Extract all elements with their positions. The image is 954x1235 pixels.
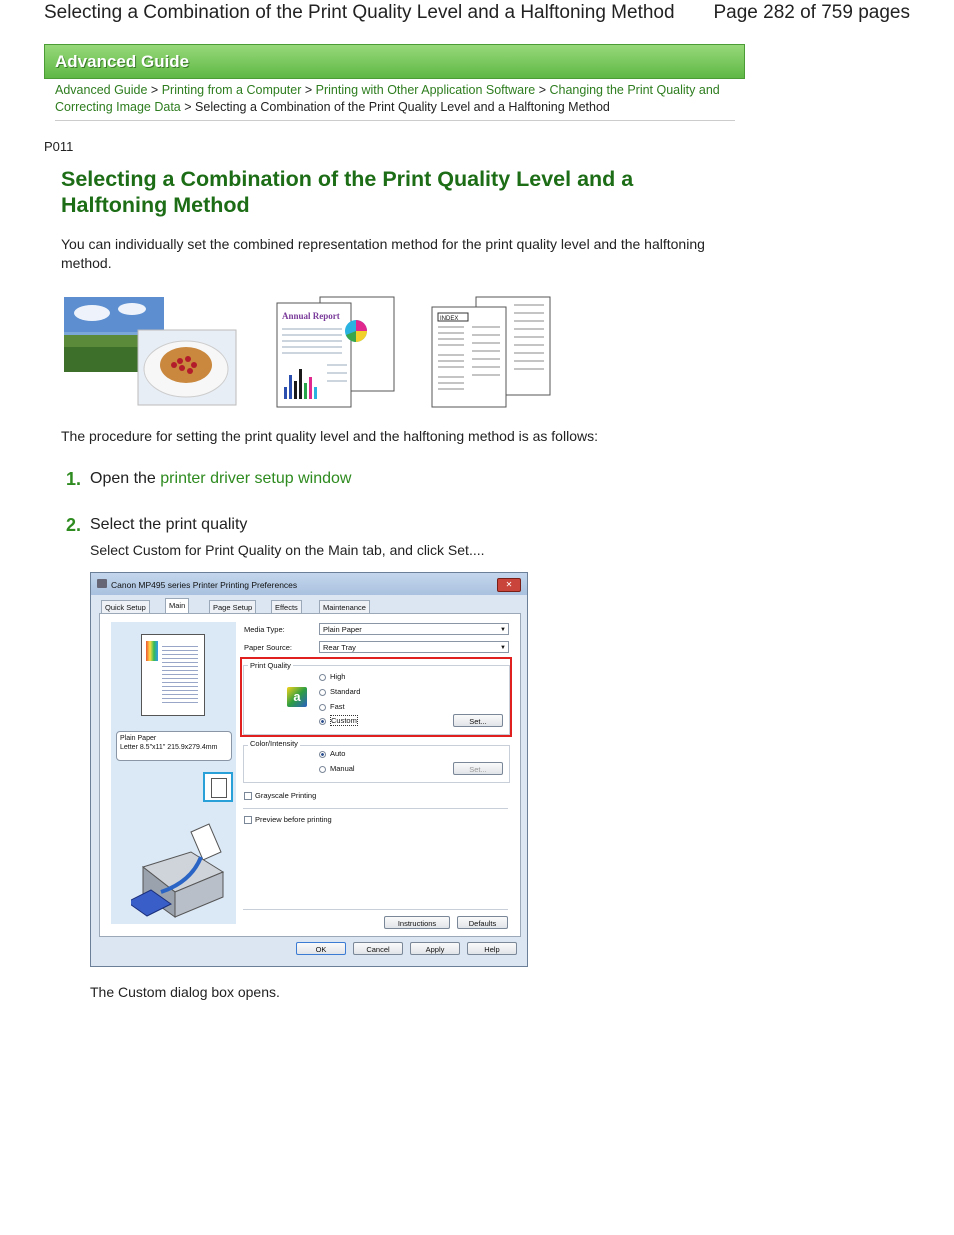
preview-checkbox[interactable] <box>244 815 332 824</box>
color-intensity-label: Color/Intensity <box>250 739 298 748</box>
step-2-detail: Select Custom for Print Quality on the Main tab, and click Set.... <box>90 542 485 558</box>
quality-custom-label: Custom <box>331 716 357 725</box>
banner-label: Advanced Guide <box>55 52 190 71</box>
color-bar-icon <box>146 641 158 661</box>
breadcrumb-separator: > <box>184 100 192 114</box>
close-button[interactable]: ✕ <box>497 578 521 592</box>
breadcrumb-current: Selecting a Combination of the Print Quality Level and a Halftoning Method <box>195 100 610 114</box>
text-lines <box>162 643 198 705</box>
quality-set-button[interactable]: Set... <box>453 714 503 727</box>
procedure-intro: The procedure for setting the print quality level and the halftoning method is as follows: <box>61 428 598 444</box>
defaults-button[interactable]: Defaults <box>457 916 508 929</box>
breadcrumb <box>55 82 735 116</box>
breadcrumb-separator: > <box>538 83 546 97</box>
after-dialog-text: The Custom dialog box opens. <box>90 984 280 1000</box>
media-type-label: Media Type: <box>244 625 285 634</box>
annual-report-document-image <box>277 297 394 407</box>
breadcrumb-separator: > <box>304 83 313 97</box>
printer-illustration-icon <box>131 822 231 922</box>
divider <box>243 808 508 809</box>
paper-info-box <box>116 731 232 761</box>
paper-source-select[interactable] <box>319 641 509 653</box>
page-header-title: Selecting a Combination of the Print Quality Level and a Halftoning Method <box>44 2 675 23</box>
color-auto-label: Auto <box>330 749 346 758</box>
apply-button[interactable]: Apply <box>410 942 460 955</box>
photo-sample-image <box>64 297 236 405</box>
dialog-titlebar <box>91 573 527 595</box>
orientation-icon <box>203 772 233 802</box>
print-quality-label: Print Quality <box>250 661 291 670</box>
grayscale-label: Grayscale Printing <box>255 791 317 800</box>
paper-source-value: Rear Tray <box>323 643 356 652</box>
dialog-title: Canon MP495 series Printer Printing Preferences <box>111 580 298 590</box>
printing-preferences-dialog <box>90 572 528 967</box>
media-type-value: Plain Paper <box>323 625 362 634</box>
breadcrumb-link-changing-print-quality[interactable]: Changing the Print Quality and Correcting Image Data <box>55 83 720 114</box>
quality-standard-label: Standard <box>330 687 361 696</box>
paper-info-media: Plain Paper <box>120 735 157 742</box>
paper-source-label: Paper Source: <box>244 643 292 652</box>
index-document-image <box>432 297 550 407</box>
breadcrumb-link-printing-from-computer[interactable]: Printing from a Computer <box>161 83 302 97</box>
chevron-down-icon: ▼ <box>500 627 506 633</box>
chevron-down-icon: ▼ <box>500 645 506 651</box>
print-quality-highlight <box>240 657 512 737</box>
step-1-text <box>90 470 351 488</box>
step-1-label: Open the <box>90 470 161 487</box>
index-label: INDEX <box>440 316 459 322</box>
annual-report-label: Annual Report <box>282 311 340 321</box>
color-manual-label: Manual <box>330 764 355 773</box>
tab-page-setup-label: Page Setup <box>213 603 253 612</box>
page-preview <box>141 634 205 716</box>
advanced-guide-banner <box>44 44 745 79</box>
preview-label: Preview before printing <box>255 815 332 824</box>
paper-info-size: Letter 8.5"x11" 215.9x279.4mm <box>120 744 218 751</box>
grayscale-checkbox[interactable] <box>244 791 316 800</box>
preview-pane <box>111 622 236 924</box>
divider <box>243 909 508 910</box>
printer-icon <box>97 579 107 588</box>
tab-quick-setup-label: Quick Setup <box>105 603 146 612</box>
print-quality-icon: a <box>287 687 307 707</box>
tab-effects-label: Effects <box>275 603 298 612</box>
color-manual-radio[interactable] <box>319 764 355 773</box>
page-number: Page 282 of 759 pages <box>713 2 910 23</box>
printer-driver-setup-link[interactable]: printer driver setup window <box>160 470 352 487</box>
breadcrumb-separator: > <box>150 83 159 97</box>
divider <box>55 120 735 121</box>
sample-illustrations <box>62 295 552 410</box>
ok-button[interactable]: OK <box>296 942 346 955</box>
color-auto-radio[interactable] <box>319 749 345 758</box>
quality-high-label: High <box>330 672 346 681</box>
media-type-select[interactable] <box>319 623 509 635</box>
breadcrumb-link-advanced-guide[interactable]: Advanced Guide <box>55 83 148 97</box>
tab-maintenance-label: Maintenance <box>323 603 366 612</box>
instructions-button[interactable]: Instructions <box>384 916 450 929</box>
intro-paragraph: You can individually set the combined representation method for the print quality level and the halftoning method. <box>61 236 705 271</box>
quality-fast-label: Fast <box>330 702 345 711</box>
step-1-number: 1. <box>66 469 82 489</box>
step-2-number: 2. <box>66 515 82 535</box>
document-code: P011 <box>44 139 74 154</box>
step-2-text: Select the print quality <box>90 516 248 533</box>
color-set-button[interactable]: Set... <box>453 762 503 775</box>
breadcrumb-link-other-application[interactable]: Printing with Other Application Software <box>315 83 536 97</box>
tab-main-label: Main <box>169 601 186 610</box>
page-title: Selecting a Combination of the Print Quality Level and a Halftoning Method <box>61 167 634 217</box>
cancel-button[interactable]: Cancel <box>353 942 403 955</box>
help-button[interactable]: Help <box>467 942 517 955</box>
